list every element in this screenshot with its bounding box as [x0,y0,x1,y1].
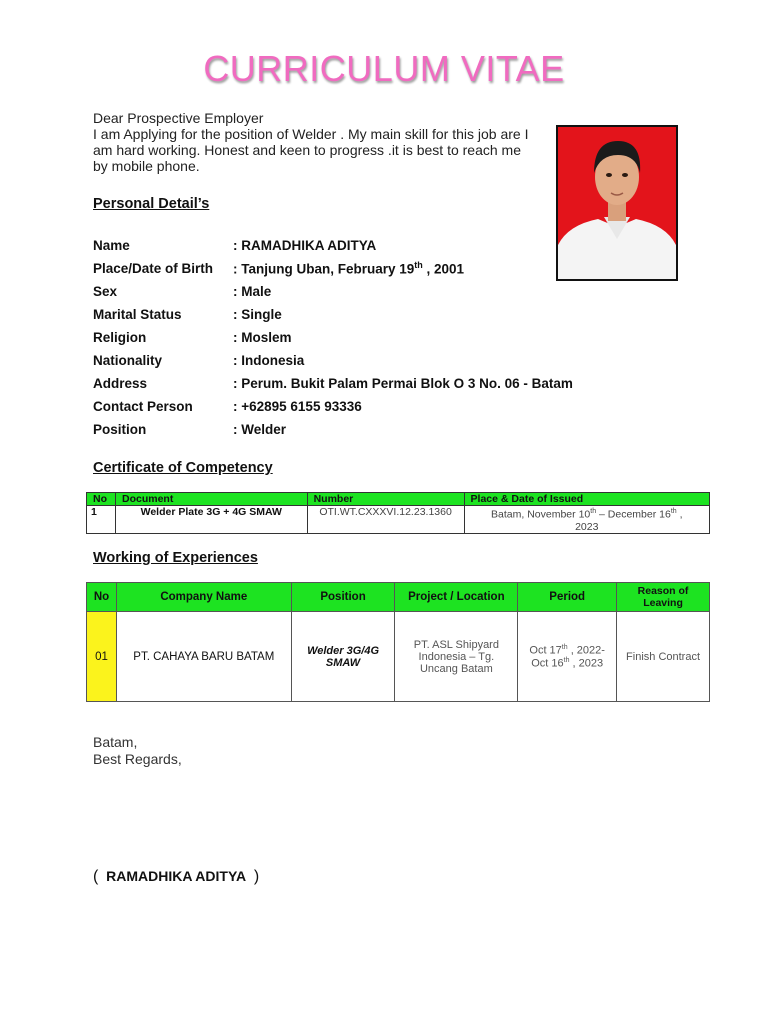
experience-period: Oct 17th , 2022- Oct 16th , 2023 [518,612,617,702]
detail-value: : Tanjung Uban, February 19th , 2001 [233,260,465,277]
detail-label: Place/Date of Birth [93,261,214,276]
intro-line-1: I am Applying for the position of Welder . My main skill for this job are I [93,126,529,142]
signature-close-paren: ) [253,868,260,885]
detail-row-sex [93,280,573,303]
intro-paragraph [93,110,553,174]
certificate-table [86,492,710,534]
experience-company: PT. CAHAYA BARU BATAM [116,612,291,702]
table-row [87,506,710,534]
detail-value: : Moslem [233,330,292,345]
column-header: No [87,583,117,612]
signature [93,868,259,886]
signature-open-paren: ( [93,868,99,885]
detail-value: : RAMADHIKA ADITYA [233,238,377,253]
detail-row-marital [93,303,573,326]
profile-photo [556,125,678,281]
detail-label: Name [93,238,130,253]
detail-value: : Indonesia [233,353,305,368]
detail-value: : Welder [233,422,287,437]
column-header: Document [115,493,307,506]
detail-row-religion [93,326,573,349]
detail-label: Sex [93,284,118,299]
detail-row-contact [93,395,573,418]
column-header: Company Name [116,583,291,612]
certificate-heading: Certificate of Competency [93,460,273,476]
detail-value: : +62895 6155 93336 [233,399,362,414]
closing-regards: Best Regards, [93,751,182,767]
detail-label: Marital Status [93,307,182,322]
closing-city: Batam, [93,734,138,750]
experience-no: 01 [87,612,117,702]
personal-details [93,234,573,441]
table-row [87,612,710,702]
experience-project: PT. ASL Shipyard Indonesia – Tg. Uncang Batam [395,612,518,702]
personal-details-heading: Personal Detail’s [93,196,210,212]
greeting: Dear Prospective Employer [93,110,264,126]
detail-label: Contact Person [93,399,193,414]
experience-position: Welder 3G/4G SMAW [291,612,395,702]
column-header: Project / Location [395,583,518,612]
page-title: CURRICULUM VITAE [203,48,565,89]
column-header: Reason of Leaving [617,583,710,612]
column-header: Place & Date of Issued [464,493,709,506]
intro-line-3: by mobile phone. [93,158,200,174]
detail-label: Position [93,422,147,437]
column-header: Period [518,583,617,612]
intro-line-2: am hard working. Honest and keen to progress .it is best to reach me [93,142,521,158]
cert-place-date: Batam, November 10th – December 16th , 2023 [464,506,709,534]
cert-document: Welder Plate 3G + 4G SMAW [115,506,307,534]
closing [93,734,182,768]
experience-reason: Finish Contract [617,612,710,702]
table-header-row [87,583,710,612]
detail-label: Religion [93,330,147,345]
detail-row-birth [93,257,573,280]
detail-row-nationality [93,349,573,372]
detail-label: Nationality [93,353,163,368]
detail-value: : Perum. Bukit Palam Permai Blok O 3 No. 06 - Batam [233,376,573,391]
cert-number: OTI.WT.CXXXVI.12.23.1360 [307,506,464,534]
column-header: Number [307,493,464,506]
detail-row-position [93,418,573,441]
profile-photo-portrait [558,127,676,279]
detail-value: : Male [233,284,272,299]
experience-heading: Working of Experiences [93,550,258,566]
experience-table [86,582,710,702]
detail-row-name [93,234,573,257]
detail-value: : Single [233,307,282,322]
detail-label: Address [93,376,148,391]
column-header: No [87,493,116,506]
column-header: Position [291,583,395,612]
detail-row-address [93,372,573,395]
cert-no: 1 [87,506,116,534]
table-header-row [87,493,710,506]
signature-name: RAMADHIKA ADITYA [106,868,247,884]
